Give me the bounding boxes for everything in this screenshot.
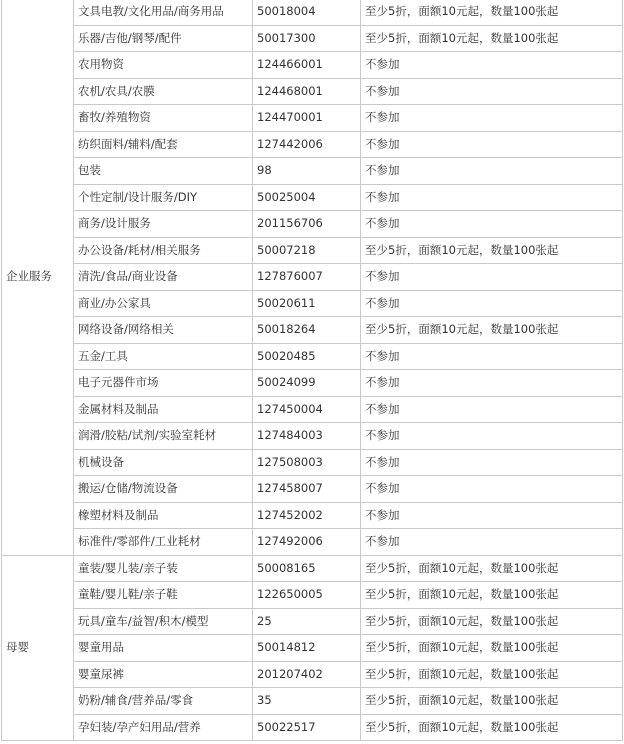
table-row [2, 714, 623, 741]
table-row [2, 52, 623, 79]
category-cell: 清洗/食品/商业设备 [74, 264, 253, 291]
category-id-cell: 127508003 [253, 449, 361, 476]
table-row [2, 635, 623, 662]
table-row [2, 78, 623, 105]
category-id-cell: 201156706 [253, 211, 361, 238]
rule-cell: 不参加 [361, 529, 623, 556]
category-cell: 玩具/童车/益智/积木/模型 [74, 608, 253, 635]
table-row [2, 449, 623, 476]
category-cell: 搬运/仓储/物流设备 [74, 476, 253, 503]
group-name-cell: 企业服务 [2, 0, 74, 555]
category-id-cell: 35 [253, 688, 361, 715]
category-id-cell: 50022517 [253, 714, 361, 741]
table-row [2, 131, 623, 158]
table-row [2, 158, 623, 185]
category-cell: 润滑/胶粘/试剂/实验室耗材 [74, 423, 253, 450]
category-id-cell: 50018004 [253, 0, 361, 25]
table-row [2, 370, 623, 397]
rule-cell: 至少5折，面额10元起，数量100张起 [361, 555, 623, 582]
table-row [2, 184, 623, 211]
table-row [2, 105, 623, 132]
category-cell: 乐器/吉他/钢琴/配件 [74, 25, 253, 52]
rule-cell: 不参加 [361, 396, 623, 423]
rule-cell: 不参加 [361, 131, 623, 158]
rule-cell: 至少5折，面额10元起，数量100张起 [361, 0, 623, 25]
table-row [2, 502, 623, 529]
table-row [2, 237, 623, 264]
table-row [2, 317, 623, 344]
category-cell: 农用物资 [74, 52, 253, 79]
category-cell: 机械设备 [74, 449, 253, 476]
table-row [2, 582, 623, 609]
category-id-cell: 25 [253, 608, 361, 635]
table-row [2, 529, 623, 556]
category-id-cell: 124470001 [253, 105, 361, 132]
category-cell: 电子元器件市场 [74, 370, 253, 397]
table-row [2, 25, 623, 52]
category-cell: 个性定制/设计服务/DIY [74, 184, 253, 211]
category-id-cell: 127484003 [253, 423, 361, 450]
category-id-cell: 50017300 [253, 25, 361, 52]
rule-cell: 不参加 [361, 370, 623, 397]
category-id-cell: 127452002 [253, 502, 361, 529]
rule-cell: 至少5折，面额10元起，数量100张起 [361, 714, 623, 741]
category-id-cell: 98 [253, 158, 361, 185]
category-cell: 畜牧/养殖物资 [74, 105, 253, 132]
category-id-cell: 50007218 [253, 237, 361, 264]
rule-cell: 至少5折，面额10元起，数量100张起 [361, 688, 623, 715]
table-row [2, 476, 623, 503]
category-cell: 农机/农具/农膜 [74, 78, 253, 105]
rule-cell: 不参加 [361, 105, 623, 132]
category-id-cell: 50025004 [253, 184, 361, 211]
category-cell: 孕妇装/孕产妇用品/营养 [74, 714, 253, 741]
rule-cell: 不参加 [361, 343, 623, 370]
category-cell: 五金/工具 [74, 343, 253, 370]
category-id-cell: 50008165 [253, 555, 361, 582]
category-id-cell: 50020485 [253, 343, 361, 370]
category-cell: 办公设备/耗材/相关服务 [74, 237, 253, 264]
category-id-cell: 50014812 [253, 635, 361, 662]
category-cell: 婴童尿裤 [74, 661, 253, 688]
rule-cell: 不参加 [361, 158, 623, 185]
group-name-cell: 母婴 [2, 555, 74, 741]
category-cell: 奶粉/辅食/营养品/零食 [74, 688, 253, 715]
category-cell: 橡塑材料及制品 [74, 502, 253, 529]
rule-cell: 至少5折，面额10元起，数量100张起 [361, 317, 623, 344]
rule-cell: 不参加 [361, 52, 623, 79]
category-id-cell: 50024099 [253, 370, 361, 397]
rule-cell: 不参加 [361, 78, 623, 105]
rule-cell: 至少5折，面额10元起，数量100张起 [361, 608, 623, 635]
table-row [2, 661, 623, 688]
table-row [2, 555, 623, 582]
category-cell: 文具电教/文化用品/商务用品 [74, 0, 253, 25]
table-row [2, 608, 623, 635]
rule-cell: 至少5折，面额10元起，数量100张起 [361, 25, 623, 52]
category-table-body [2, 0, 623, 741]
rule-cell: 不参加 [361, 184, 623, 211]
category-id-cell: 124466001 [253, 52, 361, 79]
category-id-cell: 127450004 [253, 396, 361, 423]
rule-cell: 不参加 [361, 211, 623, 238]
rule-cell: 至少5折，面额10元起，数量100张起 [361, 635, 623, 662]
category-id-cell: 122650005 [253, 582, 361, 609]
category-id-cell: 127442006 [253, 131, 361, 158]
category-id-cell: 127458007 [253, 476, 361, 503]
rule-cell: 不参加 [361, 290, 623, 317]
table-row [2, 0, 623, 25]
rule-cell: 不参加 [361, 423, 623, 450]
category-id-cell: 50020611 [253, 290, 361, 317]
category-cell: 网络设备/网络相关 [74, 317, 253, 344]
rule-cell: 至少5折，面额10元起，数量100张起 [361, 582, 623, 609]
category-id-cell: 127492006 [253, 529, 361, 556]
table-row [2, 343, 623, 370]
category-cell: 婴童用品 [74, 635, 253, 662]
category-cell: 标准件/零部件/工业耗材 [74, 529, 253, 556]
category-id-cell: 201207402 [253, 661, 361, 688]
rule-cell: 不参加 [361, 502, 623, 529]
rule-cell: 至少5折，面额10元起，数量100张起 [361, 661, 623, 688]
table-row [2, 264, 623, 291]
category-cell: 纺织面料/辅料/配套 [74, 131, 253, 158]
rule-cell: 不参加 [361, 476, 623, 503]
rule-cell: 不参加 [361, 264, 623, 291]
table-row [2, 688, 623, 715]
rule-cell: 不参加 [361, 449, 623, 476]
category-cell: 童装/婴儿装/亲子装 [74, 555, 253, 582]
category-cell: 包装 [74, 158, 253, 185]
category-cell: 商业/办公家具 [74, 290, 253, 317]
rule-cell: 至少5折，面额10元起，数量100张起 [361, 237, 623, 264]
table-row [2, 423, 623, 450]
table-row [2, 396, 623, 423]
category-cell: 商务/设计服务 [74, 211, 253, 238]
category-id-cell: 50018264 [253, 317, 361, 344]
category-table [1, 0, 623, 741]
category-id-cell: 127876007 [253, 264, 361, 291]
category-cell: 金属材料及制品 [74, 396, 253, 423]
category-id-cell: 124468001 [253, 78, 361, 105]
table-row [2, 211, 623, 238]
table-row [2, 290, 623, 317]
category-cell: 童鞋/婴儿鞋/亲子鞋 [74, 582, 253, 609]
